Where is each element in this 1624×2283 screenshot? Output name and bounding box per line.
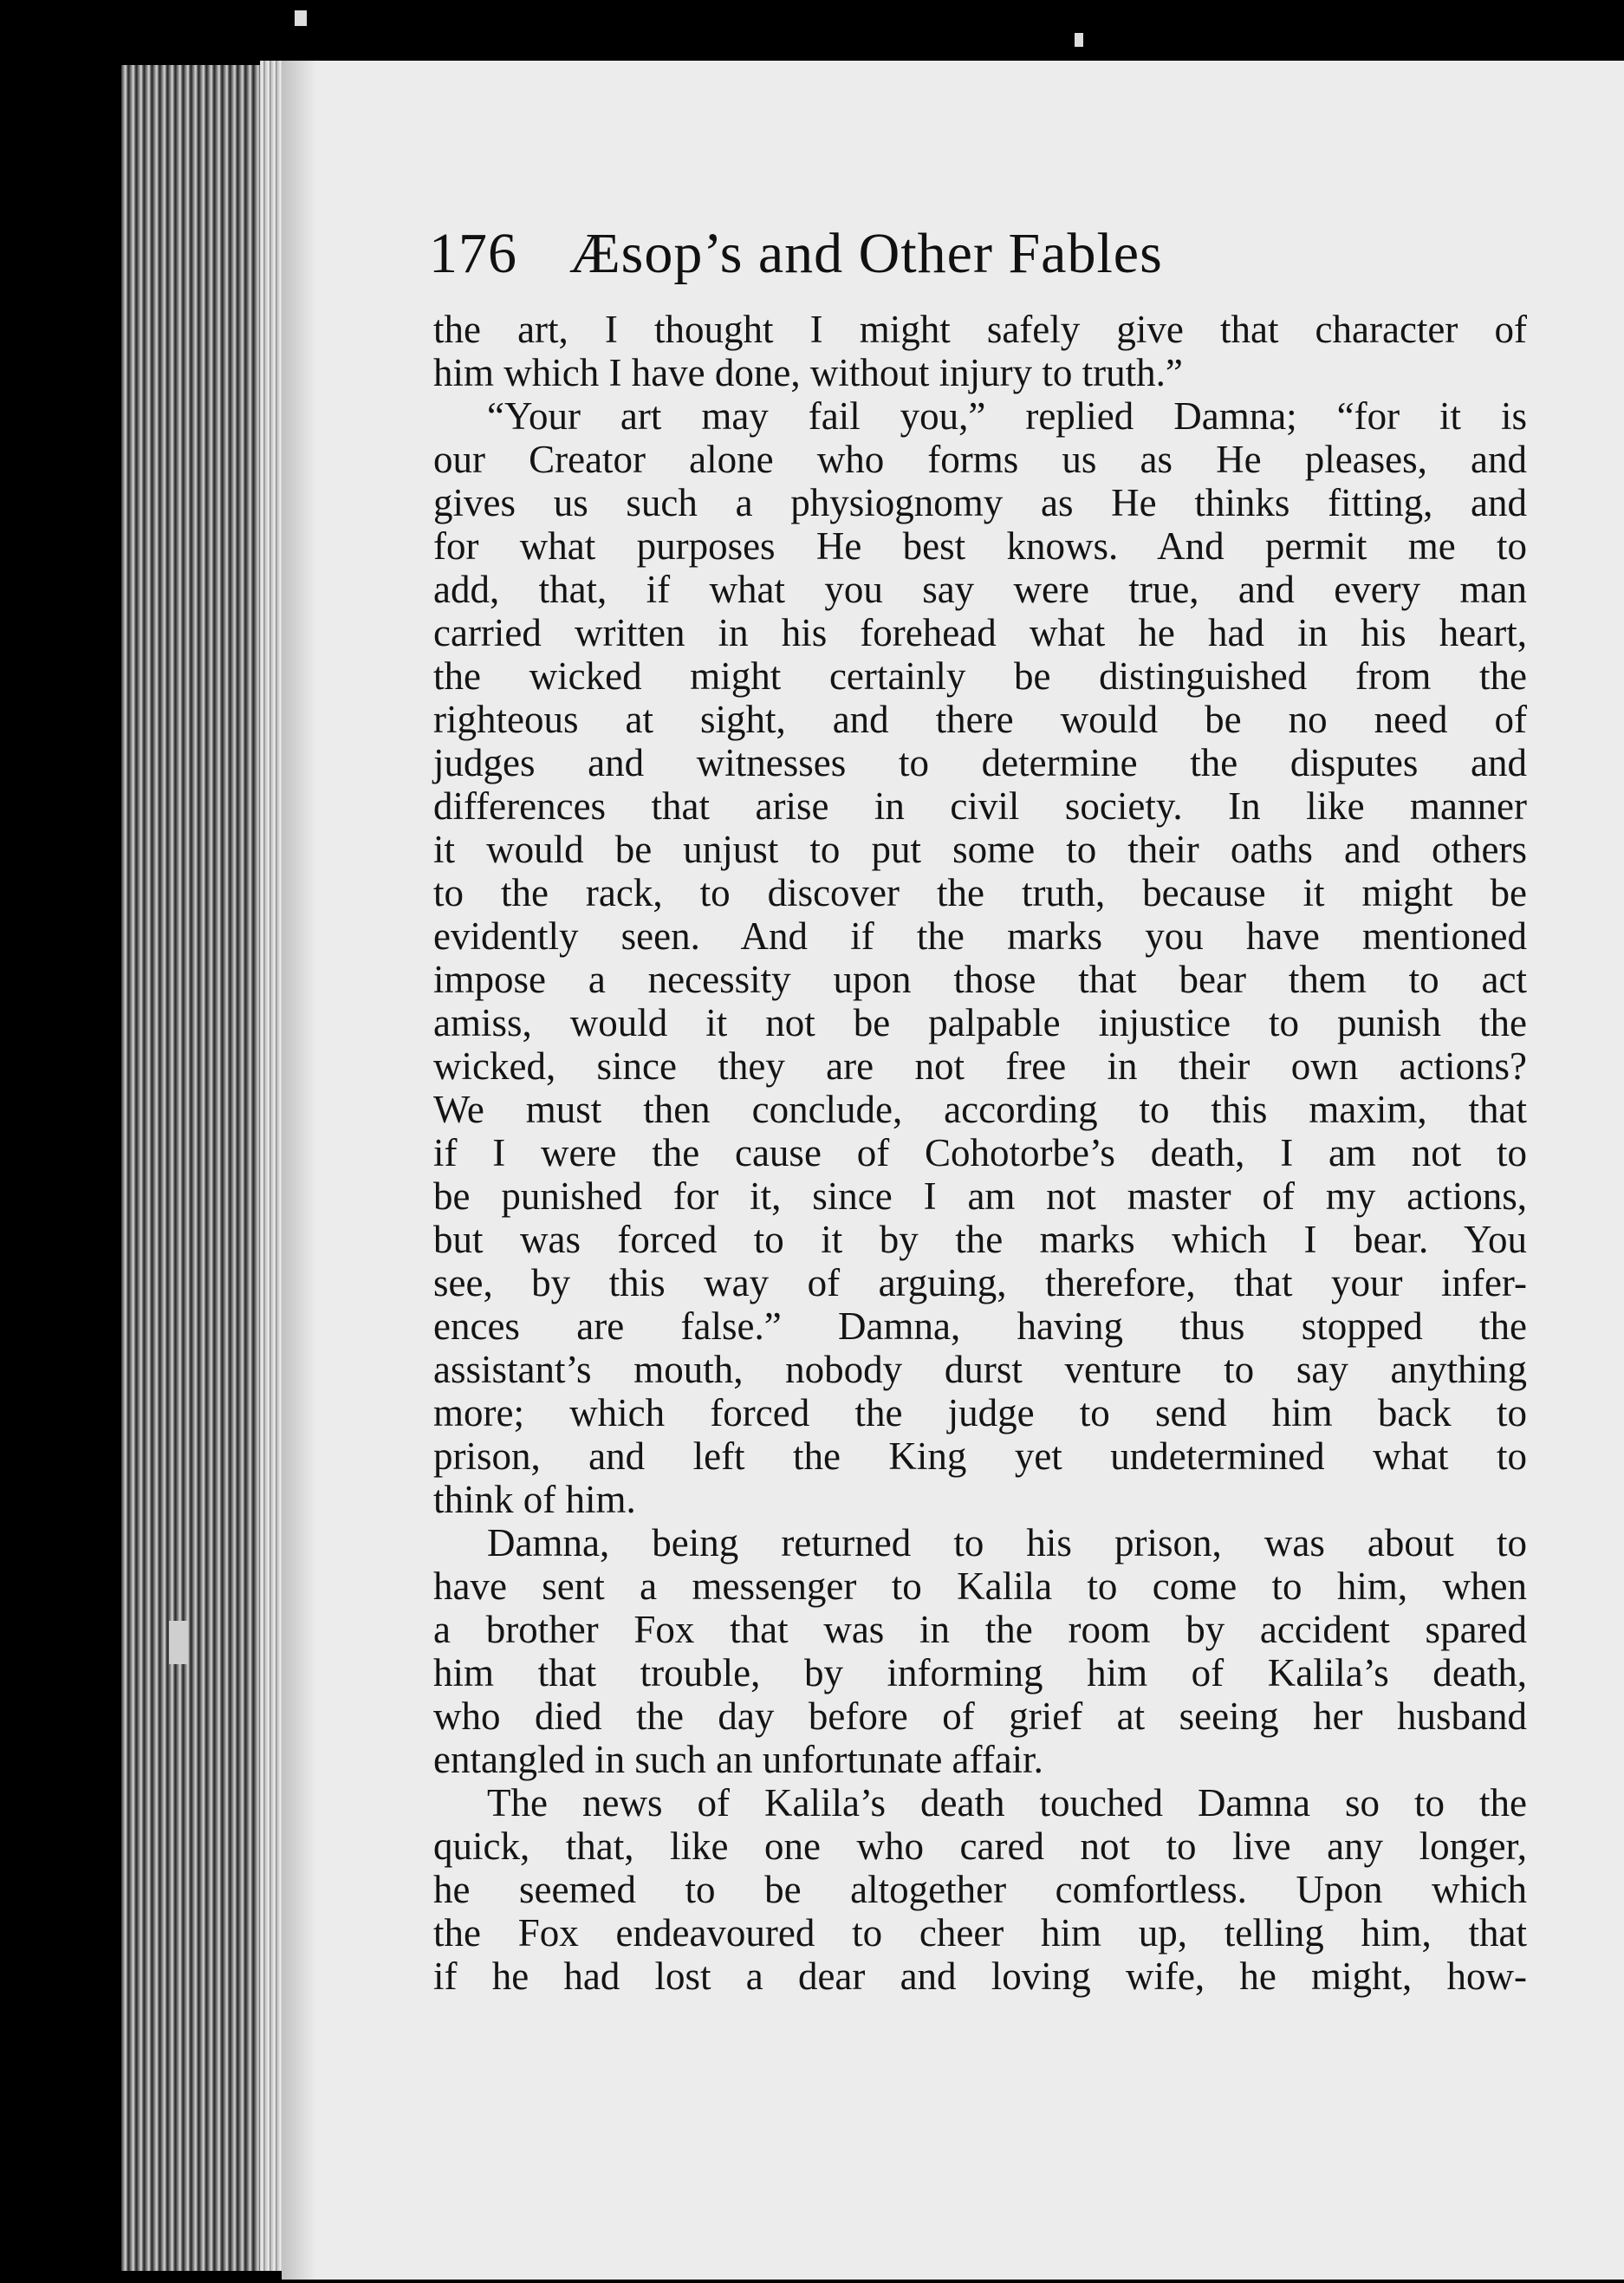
text-line: but was forced to it by the marks which I bear. You: [433, 1218, 1527, 1261]
text-line: the wicked might certainly be distinguished from the: [433, 654, 1527, 698]
text-line: if I were the cause of Cohotorbe’s death, I am not to: [433, 1131, 1527, 1174]
text-line: amiss, would it not be palpable injustice to punish the: [433, 1001, 1527, 1044]
text-line: for what purposes He best knows. And permit me to: [433, 524, 1527, 568]
text-line: he seemed to be altogether comfortless. Upon which: [433, 1868, 1527, 1911]
text-line: if he had lost a dear and loving wife, he might, how-: [433, 1955, 1527, 1998]
text-line: to the rack, to discover the truth, because it might be: [433, 871, 1527, 914]
text-line: judges and witnesses to determine the disputes and: [433, 741, 1527, 784]
scan-speck: [169, 1621, 188, 1664]
text-line: righteous at sight, and there would be no need of: [433, 698, 1527, 741]
text-line: our Creator alone who forms us as He pleases, and: [433, 438, 1527, 481]
text-line: the Fox endeavoured to cheer him up, telling him, that: [433, 1911, 1527, 1955]
text-line: have sent a messenger to Kalila to come to him, when: [433, 1564, 1527, 1608]
text-line: impose a necessity upon those that bear them to act: [433, 958, 1527, 1001]
text-line: “Your art may fail you,” replied Damna; “for it is: [487, 394, 1527, 438]
scan-speck: [1075, 33, 1083, 47]
text-line: be punished for it, since I am not master of my actions,: [433, 1174, 1527, 1218]
text-line: wicked, since they are not free in their own actions?: [433, 1044, 1527, 1088]
text-line: entangled in such an unfortunate affair.: [433, 1738, 1043, 1781]
gutter-shadow: [282, 61, 316, 2280]
text-line: more; which forced the judge to send him back to: [433, 1391, 1527, 1434]
text-line: prison, and left the King yet undetermined what to: [433, 1434, 1527, 1478]
text-line: carried written in his forehead what he had in his heart,: [433, 611, 1527, 654]
text-line: ences are false.” Damna, having thus stopped the: [433, 1304, 1527, 1348]
text-line: him which I have done, without injury to truth.”: [433, 351, 1183, 394]
scan-speck: [295, 10, 307, 26]
text-line: it would be unjust to put some to their oaths and others: [433, 828, 1527, 871]
text-line: quick, that, like one who cared not to live any longer,: [433, 1824, 1527, 1868]
text-line: him that trouble, by informing him of Kalila’s death,: [433, 1651, 1527, 1694]
text-line: a brother Fox that was in the room by accident spared: [433, 1608, 1527, 1651]
running-header: [429, 221, 1556, 287]
text-line: think of him.: [433, 1478, 636, 1521]
text-line: the art, I thought I might safely give that character of: [433, 308, 1527, 351]
text-line: add, that, if what you say were true, and every man: [433, 568, 1527, 611]
page-body-text: [433, 308, 1527, 1998]
text-line: see, by this way of arguing, therefore, that your infer-: [433, 1261, 1527, 1304]
running-title: Æsop’s and Other Fables: [569, 222, 1163, 285]
text-line: who died the day before of grief at seeing her husband: [433, 1694, 1527, 1738]
text-line: gives us such a physiognomy as He thinks fitting, and: [433, 481, 1527, 524]
text-line: differences that arise in civil society. In like manner: [433, 784, 1527, 828]
text-line: evidently seen. And if the marks you have mentioned: [433, 914, 1527, 958]
text-line: The news of Kalila’s death touched Damna so to the: [487, 1781, 1527, 1824]
page-number: 176: [429, 222, 517, 285]
text-line: Damna, being returned to his prison, was about to: [487, 1521, 1527, 1564]
text-line: assistant’s mouth, nobody durst venture to say anything: [433, 1348, 1527, 1391]
text-line: We must then conclude, according to this maxim, that: [433, 1088, 1527, 1131]
